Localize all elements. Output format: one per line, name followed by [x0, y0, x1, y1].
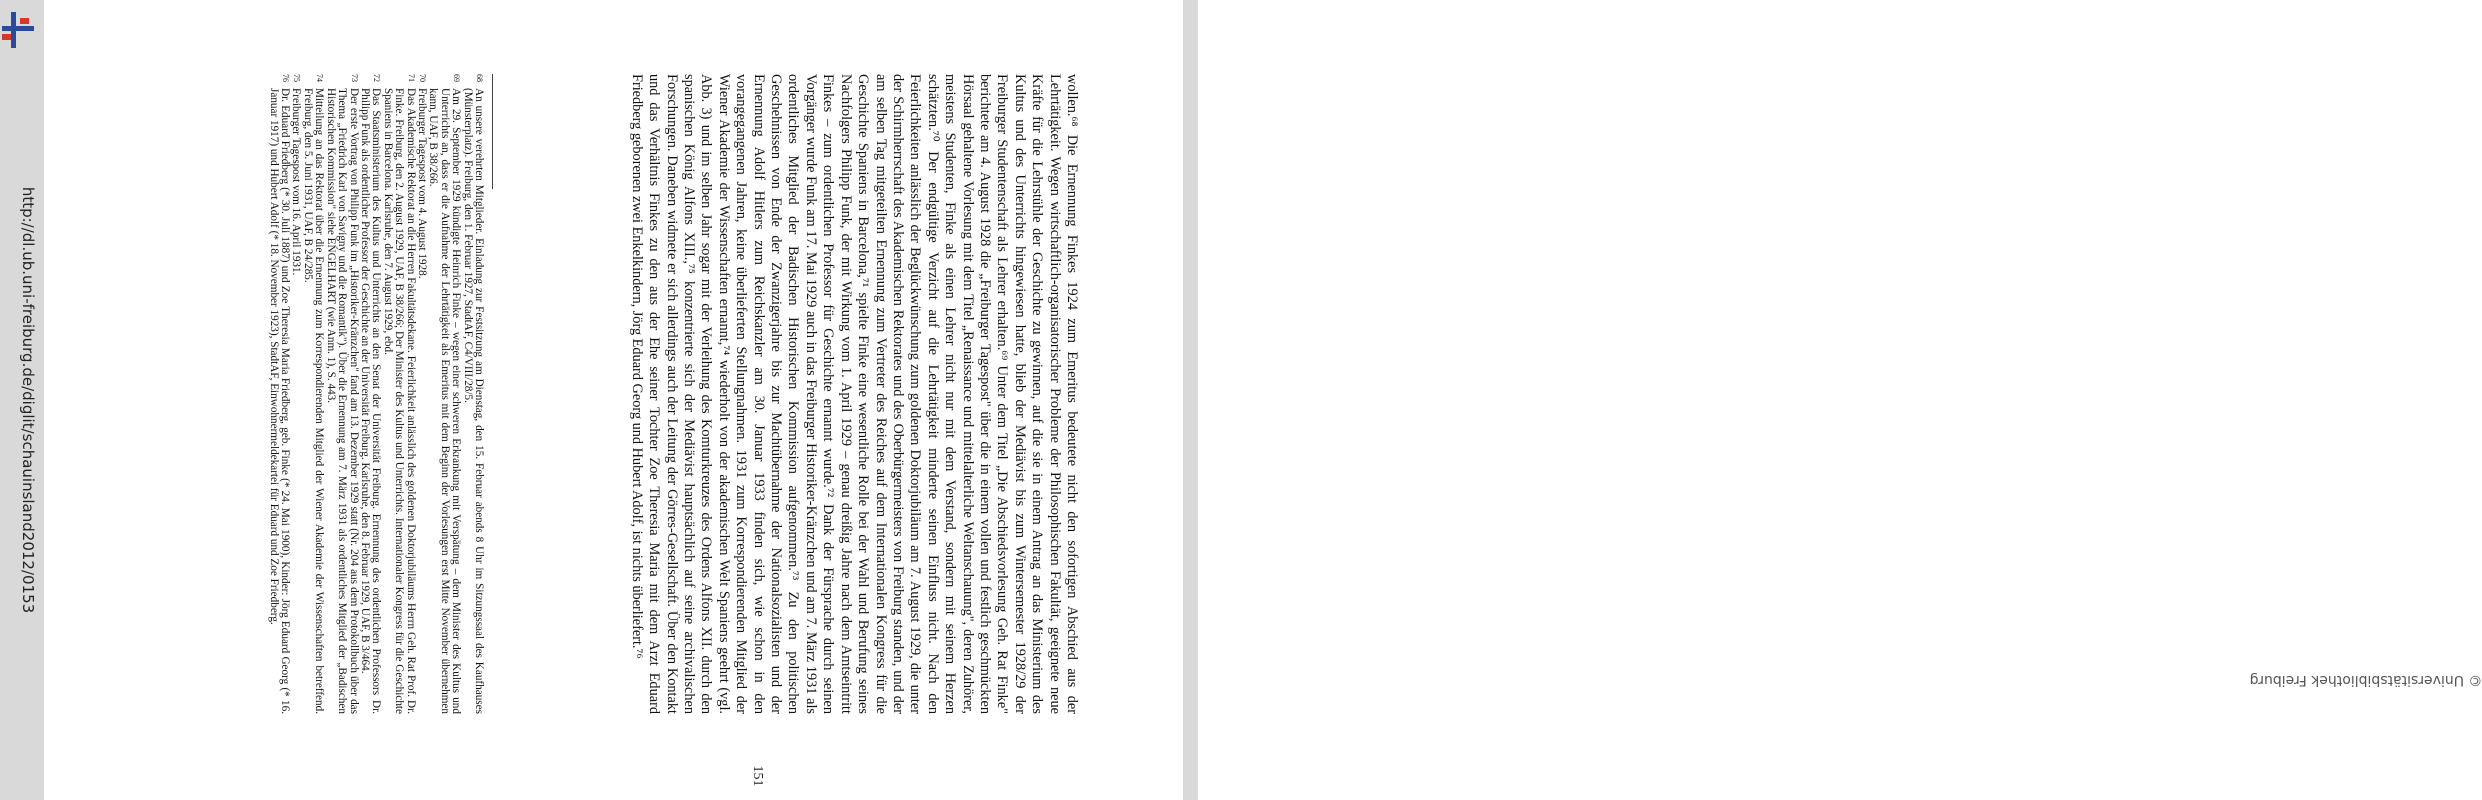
footnote-text: Der erste Vortrag von Philipp Funk im „Historiker-Kränzchen" fand am 13. Dezember 1929 statt (Nr. 204 aus dem Protokollbuch über das Thema „Friedrich Karl von Savigny und die Romantik"). Über die Ernennung am 7. März 1931 als ordentliches Mitglied der „Badischen Historischen Kommission" siehe ENGELHART (wie Anm. 1), S. 443.: [324, 88, 360, 714]
footnote-item: [324, 74, 358, 714]
footnote-item: [416, 74, 427, 714]
left-viewer-margin: [0, 0, 44, 800]
copyright-top: © Universitätsbibliothek Freiburg: [2249, 672, 2482, 688]
footnote-text: Das Akademische Rektorat an die Herren Fakultätsdekane. Feierlichkeit anlässlich des goldenen Doktorjubiläums Herrn Geh. Rat Prof. Dr. Finke. Freiburg, den 2. August 1929, UAF, B 38/266; Der Minister des Kultus und Unterrichts. Internationaler Kongress für die Geschichte Spaniens in Barcelona. Karlsruhe, den 7. August 1929, ebd.: [381, 88, 417, 714]
library-logo: [2, 8, 34, 48]
footnote-number: 70: [417, 74, 427, 82]
footnote-number: 74: [315, 74, 325, 82]
footnote-divider: [492, 74, 493, 189]
footnote-item: [267, 74, 290, 714]
footnote-number: 75: [292, 74, 302, 82]
body-text-block: [627, 74, 1080, 714]
source-url: http://dl.ub.uni-freiburg.de/diglit/schauinsland2012/0153: [19, 186, 37, 614]
footnote-text: Freiburger Tagespost vom 16. April 1931.: [290, 88, 303, 276]
right-viewer-margin: [1183, 0, 2482, 800]
footnote-text: Mitteilung an das Rektorat über die Ernennung zum Korrespondierenden Mitglied der Wiener Akademie der Wissenschaften betreffend. Freiburg, den 5. Juni 1931, UAF, B 24/285.: [301, 88, 326, 714]
footnote-item: [290, 74, 301, 714]
footnote-item: [427, 74, 461, 714]
footnote-number: 68: [475, 74, 484, 82]
footnote-number: 71: [406, 74, 416, 82]
footnote-text: Am 29. September 1929 kündigte Heinrich Finke – wegen einer schweren Erkrankung mit Verspätung – dem Minister des Kultus und Unterrichts an, dass er die Aufnahme der Lehrtätigkeit als Emeritus mit dem Beginn der Vorlesungen erst Mitte November übernehmen kann, UAF, B 38/266.: [427, 88, 463, 714]
footnote-text: Dr. Eduard Friedberg (* 30. Juli 1887) und Zoe Theresia Maria Friedberg, geb. Finke (* 24. Mai 1900), Kinder: Jörg Eduard Georg (* 16. Januar 1917) und Hubert Adolf (* 18. November 1923), StadtAF, Einwohnermeldekartei für Eduard und Zoe Friedberg.: [267, 88, 292, 714]
footnote-item: [381, 74, 415, 714]
footnote-item: [302, 74, 325, 714]
footnote-item: [461, 74, 484, 714]
footnote-number: 69: [452, 74, 462, 82]
footnote-item: [359, 74, 382, 714]
footnote-number: 72: [372, 74, 382, 82]
footnote-number: 76: [281, 74, 291, 82]
page-number: 151: [750, 765, 765, 787]
body-paragraph: wollen.⁶⁸ Die Ernennung Finkes 1924 zum Emeritus bedeutete nicht den sofortigen Abschied aus der Lehrtätigkeit. Wegen wirtschaftlich-organisatorischer Probleme der Philosophischen Fakultät, geeignete neue Kräfte für die Lehrstühle der Geschichte zu gewinnen, auf die sie in einem Antrag an das Ministerium des Kultus und des Unterrichts hingewiesen hatte, blieb der Mediävist bis zum Wintersemester 1928/29 der Freiburger Studentenschaft als Lehrer erhalten.⁶⁹ Unter dem Titel „Die Abschiedsvorlesung Geh. Rat Finke" berichtete am 4. August 1928 die „Freiburger Tagespost" über die in einem vollen und festlich geschmückten Hörsaal gehaltene Vorlesung mit dem Titel „Renaissance und mittelalterliche Weltanschauung", deren Zuhörer, meistens Studenten, Finke als einen Lehrer nicht nur mit dem Verstand, sondern mit seinem Herzen schätzten.⁷⁰ Der endgültige Verzicht auf die Lehrtätigkeit minderte seinen Einfluss nicht. Nach den Feierlichkeiten anlässlich der Beglückwünschung zum goldenen Doktorjubiläum am 7. August 1929, die unter der Schirmherrschaft des Akademischen Rektorates und des Oberbürgermeisters von Freiburg standen, und der am selben Tag mitgeteilten Ernennung zum Vertreter des Reiches auf dem Internationalen Kongress für die Geschichte Spaniens in Barcelona,⁷¹ spielte Finke eine wesentliche Rolle bei der Wahl und Berufung seines Nachfolgers Philipp Funk, der mit Wirkung vom 1. April 1929 – genau dreißig Jahre nach dem Amtseintritt Finkes – zum ordentlichen Professor für Geschichte ernannt wurde.⁷² Dank der Fürsprache durch seinen Vorgänger wurde Funk am 17. Mai 1929 auch in das Freiburger Historiker-Kränzchen und am 7. März 1931 als ordentliches Mitglied der Badischen Historischen Kommission aufgenommen.⁷³ Zu den politischen Geschehnissen von Ende der Zwanzigerjahre bis zur Machtübernahme der Nationalsozialisten und der Ernennung Adolf Hitlers zum Reichskanzler am 30. Januar 1933 finden sich, wie schon in den vorangegangenen Jahren, keine überlieferten Stellungnahmen. 1931 zum Korrespondierenden Mitglied der Wiener Akademie der Wissenschaften ernannt,⁷⁴ wiederholt von der akademischen Welt Spaniens geehrt (vgl. Abb. 3) und im selben Jahr sogar mit der Verleihung des Komturkreuzes des Ordens Alfons XII. durch den spanischen König Alfons XIII.,⁷⁵ konzentrierte sich der Mediävist hauptsächlich auf seine archivalischen Forschungen. Daneben widmete er sich allerdings auch der Leitung der Görres-Gesellschaft. Über den Kontakt und das Verhältnis Finkes zu den aus der Ehe seiner Tochter Zoe Theresia Maria mit dem Arzt Eduard Friedberg geborenen zwei Enkelkindern, Jörg Eduard Georg und Hubert Adolf, ist nichts überliefert.⁷⁶: [628, 74, 1080, 714]
footnote-text: Das Staatsministerium des Kultus und Unterrichts an den Senat der Universität Freiburg. Ernennung des ordentlichen Professors Dr. Philipp Funk als ordentlicher Professor der Geschichte an der Universität Freiburg. Karlsruhe, den 8. Februar 1929, UAF, B 3/464.: [358, 88, 383, 714]
footnote-text: An unsere verehrten Mitglieder. Einladung zur Festsitzung am Dienstag, den 15. Februar abends 8 Uhr im Sitzungssaal des Kaufhauses (Münsterplatz). Freiburg, den 1. Februar 1927, StadtAF, C4/VIII/28/5.: [461, 88, 485, 714]
footnote-number: 73: [349, 74, 359, 82]
footnotes-block: [267, 74, 484, 714]
footnote-text: Freiburger Tagespost vom 4. August 1928.: [415, 88, 428, 279]
